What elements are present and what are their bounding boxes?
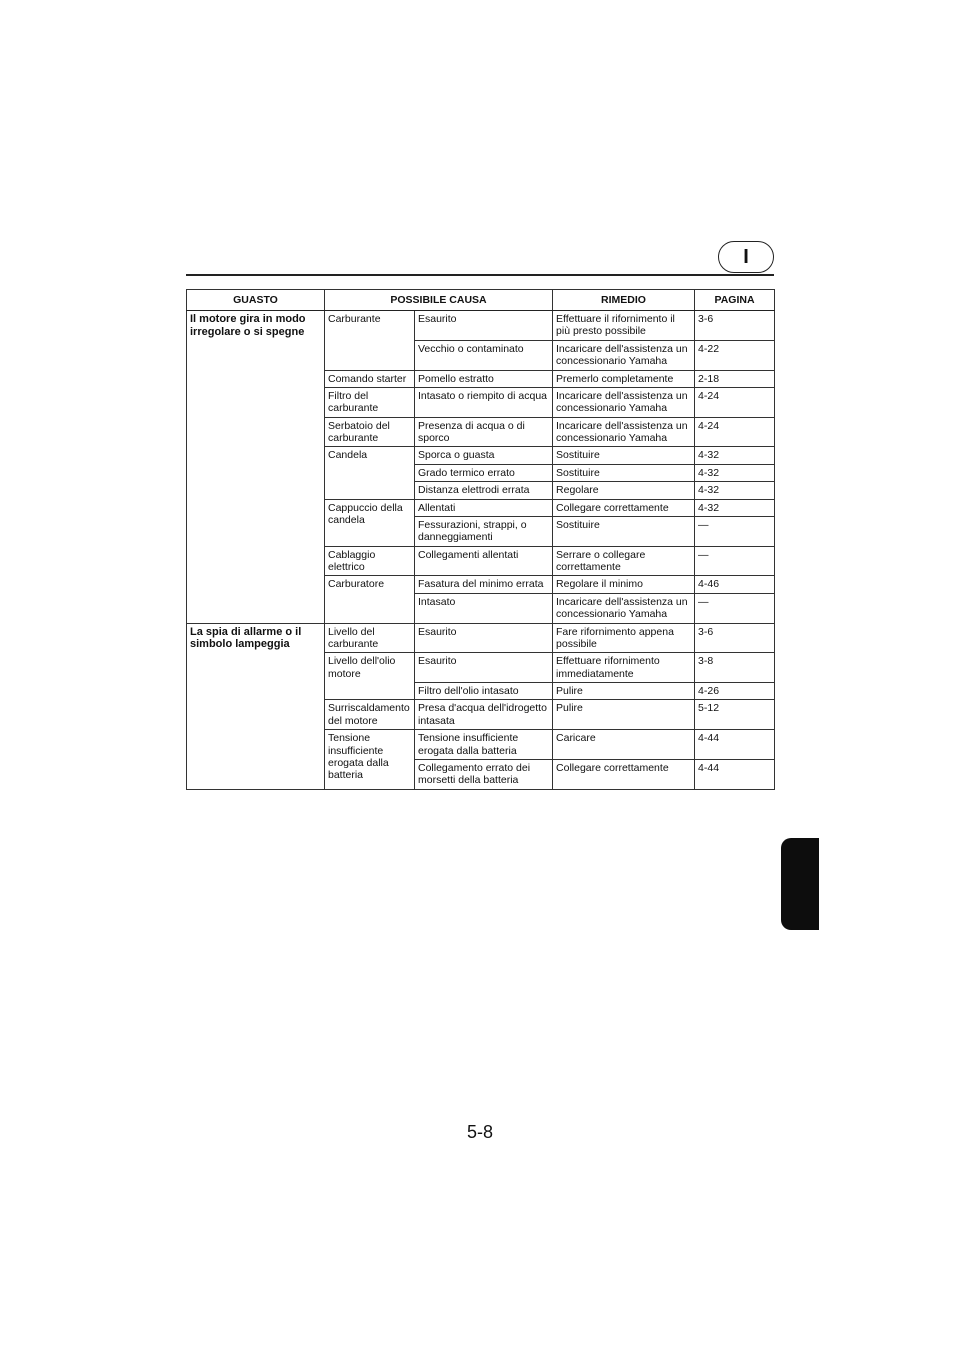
rimedio-cell: Effettuare il rifornimento il più presto possibile (553, 311, 695, 341)
causa-detail: Collegamenti allentati (415, 546, 553, 576)
causa-category: Livello del carburante (325, 623, 415, 653)
causa-category: Surriscaldamento del motore (325, 700, 415, 730)
causa-category: Livello dell'olio motore (325, 653, 415, 700)
causa-category: Comando starter (325, 370, 415, 387)
rimedio-cell: Fare rifornimento appena possibile (553, 623, 695, 653)
causa-detail: Fasatura del minimo errata (415, 576, 553, 593)
pagina-cell: — (695, 546, 775, 576)
pagina-cell: 4-32 (695, 464, 775, 481)
causa-detail: Distanza elettrodi errata (415, 482, 553, 499)
causa-detail: Presa d'acqua dell'idrogetto intasata (415, 700, 553, 730)
rimedio-cell: Caricare (553, 730, 695, 760)
rimedio-cell: Incaricare dell'assistenza un concessionario Yamaha (553, 387, 695, 417)
header-guasto: GUASTO (187, 290, 325, 311)
chapter-tab (781, 838, 819, 930)
pagina-cell: 2-18 (695, 370, 775, 387)
table-row (187, 623, 775, 653)
header-causa: POSSIBILE CAUSA (325, 290, 553, 311)
rimedio-cell: Regolare (553, 482, 695, 499)
pagina-cell: 4-24 (695, 387, 775, 417)
rimedio-cell: Premerlo completamente (553, 370, 695, 387)
causa-detail: Intasato o riempito di acqua (415, 387, 553, 417)
rimedio-cell: Effettuare rifornimento immediatamente (553, 653, 695, 683)
causa-category: Carburante (325, 311, 415, 371)
pagina-cell: — (695, 593, 775, 623)
causa-detail: Vecchio o contaminato (415, 340, 553, 370)
pagina-cell: 4-44 (695, 759, 775, 789)
causa-detail: Sporca o guasta (415, 447, 553, 464)
guasto-cell: Il motore gira in modo irregolare o si spegne (187, 311, 325, 624)
causa-detail: Presenza di acqua o di sporco (415, 417, 553, 447)
causa-detail: Fessurazioni, strappi, o danneggiamenti (415, 516, 553, 546)
causa-detail: Tensione insufficiente erogata dalla batteria (415, 730, 553, 760)
causa-category: Filtro del carburante (325, 387, 415, 417)
causa-category: Cablaggio elettrico (325, 546, 415, 576)
causa-detail: Allentati (415, 499, 553, 516)
rimedio-cell: Pulire (553, 700, 695, 730)
causa-detail: Esaurito (415, 311, 553, 341)
rimedio-cell: Incaricare dell'assistenza un concessionario Yamaha (553, 593, 695, 623)
rimedio-cell: Collegare correttamente (553, 759, 695, 789)
pagina-cell: 4-32 (695, 482, 775, 499)
header-pagina: PAGINA (695, 290, 775, 311)
rimedio-cell: Sostituire (553, 447, 695, 464)
guasto-cell: La spia di allarme o il simbolo lampeggia (187, 623, 325, 789)
rimedio-cell: Regolare il minimo (553, 576, 695, 593)
pagina-cell: 4-46 (695, 576, 775, 593)
causa-detail: Esaurito (415, 653, 553, 683)
pagina-cell: 4-26 (695, 683, 775, 700)
causa-detail: Esaurito (415, 623, 553, 653)
causa-category: Cappuccio della candela (325, 499, 415, 546)
header-rule (186, 274, 774, 276)
pagina-cell: 5-12 (695, 700, 775, 730)
rimedio-cell: Pulire (553, 683, 695, 700)
pagina-cell: 3-6 (695, 311, 775, 341)
causa-category: Serbatoio del carburante (325, 417, 415, 447)
pagina-cell: — (695, 516, 775, 546)
causa-category: Carburatore (325, 576, 415, 623)
pagina-cell: 4-32 (695, 499, 775, 516)
table-row (187, 311, 775, 341)
rimedio-cell: Sostituire (553, 516, 695, 546)
rimedio-cell: Incaricare dell'assistenza un concessionario Yamaha (553, 340, 695, 370)
troubleshooting-table (186, 289, 775, 790)
causa-category: Candela (325, 447, 415, 499)
pagina-cell: 4-22 (695, 340, 775, 370)
causa-detail: Pomello estratto (415, 370, 553, 387)
language-badge: I (718, 241, 774, 273)
causa-detail: Grado termico errato (415, 464, 553, 481)
rimedio-cell: Collegare correttamente (553, 499, 695, 516)
causa-detail: Intasato (415, 593, 553, 623)
causa-category: Tensione insufficiente erogata dalla batteria (325, 730, 415, 790)
rimedio-cell: Serrare o collegare correttamente (553, 546, 695, 576)
rimedio-cell: Incaricare dell'assistenza un concessionario Yamaha (553, 417, 695, 447)
causa-detail: Filtro dell'olio intasato (415, 683, 553, 700)
pagina-cell: 4-32 (695, 447, 775, 464)
rimedio-cell: Sostituire (553, 464, 695, 481)
pagina-cell: 4-44 (695, 730, 775, 760)
pagina-cell: 3-6 (695, 623, 775, 653)
pagina-cell: 4-24 (695, 417, 775, 447)
causa-detail: Collegamento errato dei morsetti della batteria (415, 759, 553, 789)
table-header-row (187, 290, 775, 311)
page-number: 5-8 (466, 1122, 493, 1142)
pagina-cell: 3-8 (695, 653, 775, 683)
header-rimedio: RIMEDIO (553, 290, 695, 311)
